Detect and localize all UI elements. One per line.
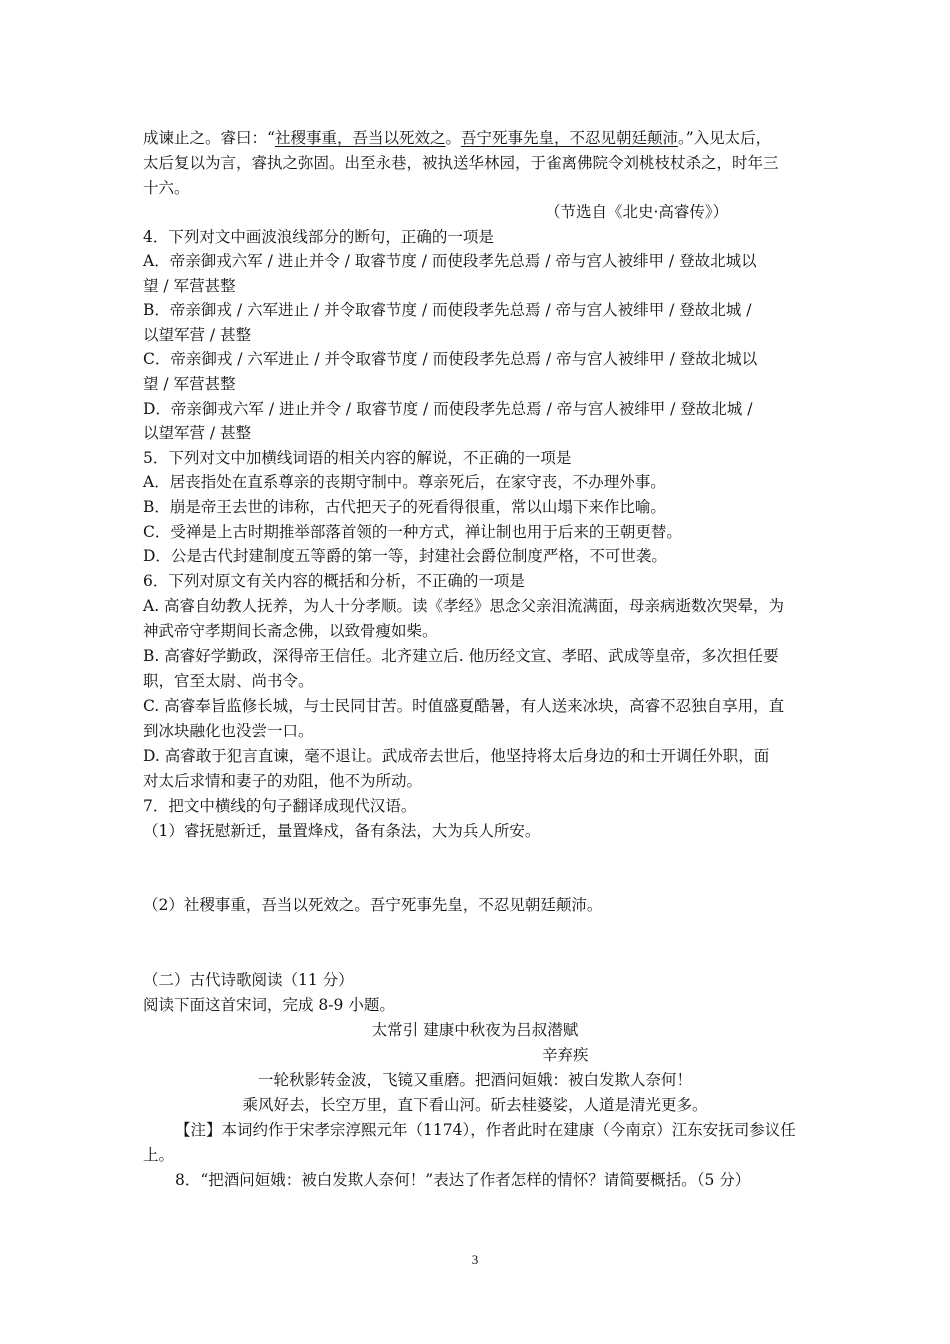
q4-option-a-line-2: 望 / 军营甚整 <box>143 277 236 295</box>
passage-text: 成谏止之。睿曰：“ <box>143 129 275 147</box>
q6-stem: 6．下列对原文有关内容的概括和分析，不正确的一项是 <box>143 572 525 590</box>
q6-option-d-line-1: D. 高睿敢于犯言直谏，毫不退让。武成帝去世后，他坚持将太后身边的和士开调任外职，面 <box>143 747 770 765</box>
poem-note-line-1: 【注】本词约作于宋孝宗淳熙元年（1174），作者此时在建康（今南京）江东安抚司参议任 <box>175 1121 796 1139</box>
q7-stem: 7．把文中横线的句子翻译成现代汉语。 <box>143 797 417 815</box>
poem-note-line-2: 上。 <box>143 1146 175 1164</box>
passage-line-2: 太后复以为言，睿执之弥固。出至永巷，被执送华林园，于雀离佛院令刘桃枝杖杀之，时年三 <box>143 154 779 172</box>
q4-option-c-line-2: 望 / 军营甚整 <box>143 375 236 393</box>
q7-sentence-2: （2）社稷事重，吾当以死效之。吾宁死事先皇，不忍见朝廷颠沛。 <box>143 896 603 914</box>
underlined-sentence-2: 吾宁死事先皇，不忍见朝廷颠沛 <box>460 129 678 147</box>
passage-text: 。”入见太后， <box>677 129 772 147</box>
q6-option-d-line-2: 对太后求情和妻子的劝阻，他不为所动。 <box>143 772 423 790</box>
q6-option-c-line-1: C. 高睿奉旨监修长城，与士民同甘苦。时值盛夏酷暑，有人送来冰块，高睿不忍独自享用，直 <box>143 697 785 715</box>
passage-line-3: 十六。 <box>143 179 190 197</box>
poetry-section-heading: （二）古代诗歌阅读（11 分） <box>143 971 354 989</box>
q7-sentence-1: （1）睿抚慰新迁，量置烽戍，备有条法，大为兵人所安。 <box>143 822 541 840</box>
passage-text: 。 <box>445 129 461 147</box>
poem-line-1: 一轮秋影转金波，飞镜又重磨。把酒问姮娥：被白发欺人奈何！ <box>257 1071 692 1089</box>
q4-option-c-line-1: C．帝亲御戎 / 六军进止 / 并令取睿节度 / 而使段孝先总焉 / 帝与宫人被绯甲 / 登故北城以 <box>143 350 758 368</box>
q5-option-b: B．崩是帝王去世的讳称，古代把天子的死看得很重，常以山塌下来作比喻。 <box>143 498 666 516</box>
passage-line-1 <box>143 126 771 150</box>
q6-option-b-line-2: 职，官至太尉、尚书令。 <box>143 672 314 690</box>
q6-option-c-line-2: 到冰块融化也没尝一口。 <box>143 722 314 740</box>
poetry-instruction: 阅读下面这首宋词，完成 8-9 小题。 <box>143 996 395 1014</box>
passage-source: （节选自《北史·高睿传》） <box>545 203 729 221</box>
q4-option-d-line-2: 以望军营 / 甚整 <box>143 424 252 442</box>
q6-option-a-line-1: A. 高睿自幼教人抚养，为人十分孝顺。读《孝经》思念父亲泪流满面，母亲病逝数次哭晕，为 <box>143 597 785 615</box>
q4-stem: 4．下列对文中画波浪线部分的断句，正确的一项是 <box>143 228 494 246</box>
underlined-sentence-1: 社稷事重，吾当以死效之 <box>274 129 446 147</box>
q5-option-c: C．受禅是上古时期推举部落首领的一种方式，禅让制也用于后来的王朝更替。 <box>143 523 682 541</box>
q4-option-a-line-1: A．帝亲御戎六军 / 进止并令 / 取睿节度 / 而使段孝先总焉 / 帝与宫人被绯甲 / 登故北城以 <box>143 252 757 270</box>
poem-line-2: 乘风好去，长空万里，直下看山河。斫去桂婆娑，人道是清光更多。 <box>242 1096 708 1114</box>
q5-stem: 5．下列对文中加横线词语的相关内容的解说，不正确的一项是 <box>143 449 572 467</box>
poem-title: 太常引 建康中秋夜为吕叔潜赋 <box>371 1021 579 1039</box>
q4-option-b-line-2: 以望军营 / 甚整 <box>143 326 252 344</box>
q8-stem: 8．“把酒问姮娥：被白发欺人奈何！”表达了作者怎样的情怀？请简要概括。（5 分） <box>175 1171 751 1189</box>
q6-option-b-line-1: B. 高睿好学勤政，深得帝王信任。北齐建立后. 他历经文宣、孝昭、武成等皇帝，多次担任要 <box>143 647 779 665</box>
q4-option-d-line-1: D．帝亲御戎六军 / 进止并令 / 取睿节度 / 而使段孝先总焉 / 帝与宫人被绯甲 / 登故北城 / <box>143 400 753 418</box>
q5-option-a: A．居丧指处在直系尊亲的丧期守制中。尊亲死后，在家守丧，不办理外事。 <box>143 473 666 491</box>
q6-option-a-line-2: 神武帝守孝期间长斋念佛，以致骨瘦如柴。 <box>143 622 438 640</box>
q4-option-b-line-1: B．帝亲御戎 / 六军进止 / 并令取睿节度 / 而使段孝先总焉 / 帝与宫人被绯甲 / 登故北城 / <box>143 301 752 319</box>
poem-author: 辛弃疾 <box>542 1046 589 1064</box>
page-number: 3 <box>471 1252 479 1267</box>
q5-option-d: D．公是古代封建制度五等爵的第一等，封建社会爵位制度严格，不可世袭。 <box>143 547 667 565</box>
